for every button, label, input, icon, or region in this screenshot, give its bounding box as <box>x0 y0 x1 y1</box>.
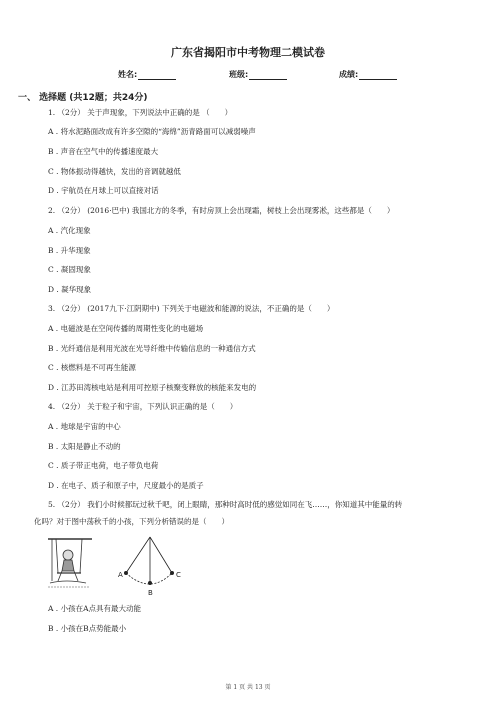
question-4-option-d: D . 在电子、质子和原子中，尺度最小的是质子 <box>48 481 204 490</box>
question-3-stem: 3. （2分） (2017九下·江阴期中) 下列关于电磁波和能源的说法，不正确的是（ ） <box>48 304 335 313</box>
question-3-option-a: A . 电磁波是在空间传播的周期性变化的电磁场 <box>48 324 204 333</box>
class-field[interactable] <box>229 69 287 80</box>
question-1-option-c: C . 物体振动得越快，发出的音调就越低 <box>48 167 181 176</box>
question-4-stem: 4. （2分） 关于粒子和宇宙，下列认识正确的是（ ） <box>48 402 238 411</box>
question-5-stem: 5. （2分） 我们小时候都玩过秋千吧，闭上眼睛，那种时高时低的感觉如同在飞……，你知道其中能量的转 <box>48 500 403 509</box>
point-a-marker <box>124 571 128 575</box>
name-field[interactable] <box>118 69 176 80</box>
swing-illustration <box>46 533 202 599</box>
name-label: 姓名: <box>118 70 138 79</box>
question-5-option-b: B . 小孩在B点势能最小 <box>48 624 127 633</box>
student-info-row <box>0 69 496 83</box>
section-heading: 一、 选择题 (共12题；共24分) <box>18 93 148 103</box>
page-footer: 第 1 页 共 13 页 <box>225 684 271 691</box>
question-1-option-d: D . 宇航员在月球上可以直接对话 <box>48 186 159 195</box>
label-b: B <box>148 589 153 597</box>
child-on-swing-image <box>48 539 92 587</box>
swing-figure <box>46 533 202 599</box>
question-5-stem-continued: 化吗？对于图中荡秋千的小孩，下列分析错误的是（ ） <box>34 517 229 526</box>
question-2-option-d: D . 凝华现象 <box>48 285 92 294</box>
question-5-option-a: A . 小孩在A点具有最大动能 <box>48 604 141 613</box>
label-c: C <box>176 571 181 579</box>
class-label: 班级: <box>229 70 249 79</box>
question-3-option-b: B . 光纤通信是利用光波在光导纤维中传输信息的一种通信方式 <box>48 344 256 353</box>
question-1-option-a: A . 将水泥路面改成有许多空隙的“海绵”沥青路面可以减弱噪声 <box>48 127 256 136</box>
question-1-option-b: B . 声音在空气中的传播速度最大 <box>48 147 159 156</box>
point-b-marker <box>148 581 152 585</box>
score-label: 成绩: <box>339 70 359 79</box>
question-4-option-a: A . 地球是宇宙的中心 <box>48 422 121 431</box>
question-2-option-b: B . 升华现象 <box>48 246 91 255</box>
question-3-option-c: C . 核燃料是不可再生能源 <box>48 363 136 372</box>
label-a: A <box>118 571 123 579</box>
pendulum-diagram <box>126 537 172 584</box>
question-1-stem: 1. （2分） 关于声现象，下列说法中正确的是 （ ） <box>48 108 233 117</box>
question-4-option-b: B . 太阳是静止不动的 <box>48 442 121 451</box>
question-4-option-c: C . 质子带正电荷，电子带负电荷 <box>48 461 159 470</box>
score-field[interactable] <box>339 69 397 80</box>
question-2-option-c: C . 凝固现象 <box>48 265 91 274</box>
question-2-stem: 2. （2分） (2016·巴中) 我国北方的冬季，有时房顶上会出现霜，树枝上会出现雾凇，这些都是（ ） <box>48 206 395 215</box>
question-3-option-d: D . 江苏田湾核电站是利用可控原子核聚变释放的核能来发电的 <box>48 383 257 392</box>
question-2-option-a: A . 汽化现象 <box>48 226 91 235</box>
page-title: 广东省揭阳市中考物理二模试卷 <box>171 46 325 59</box>
point-c-marker <box>170 571 174 575</box>
